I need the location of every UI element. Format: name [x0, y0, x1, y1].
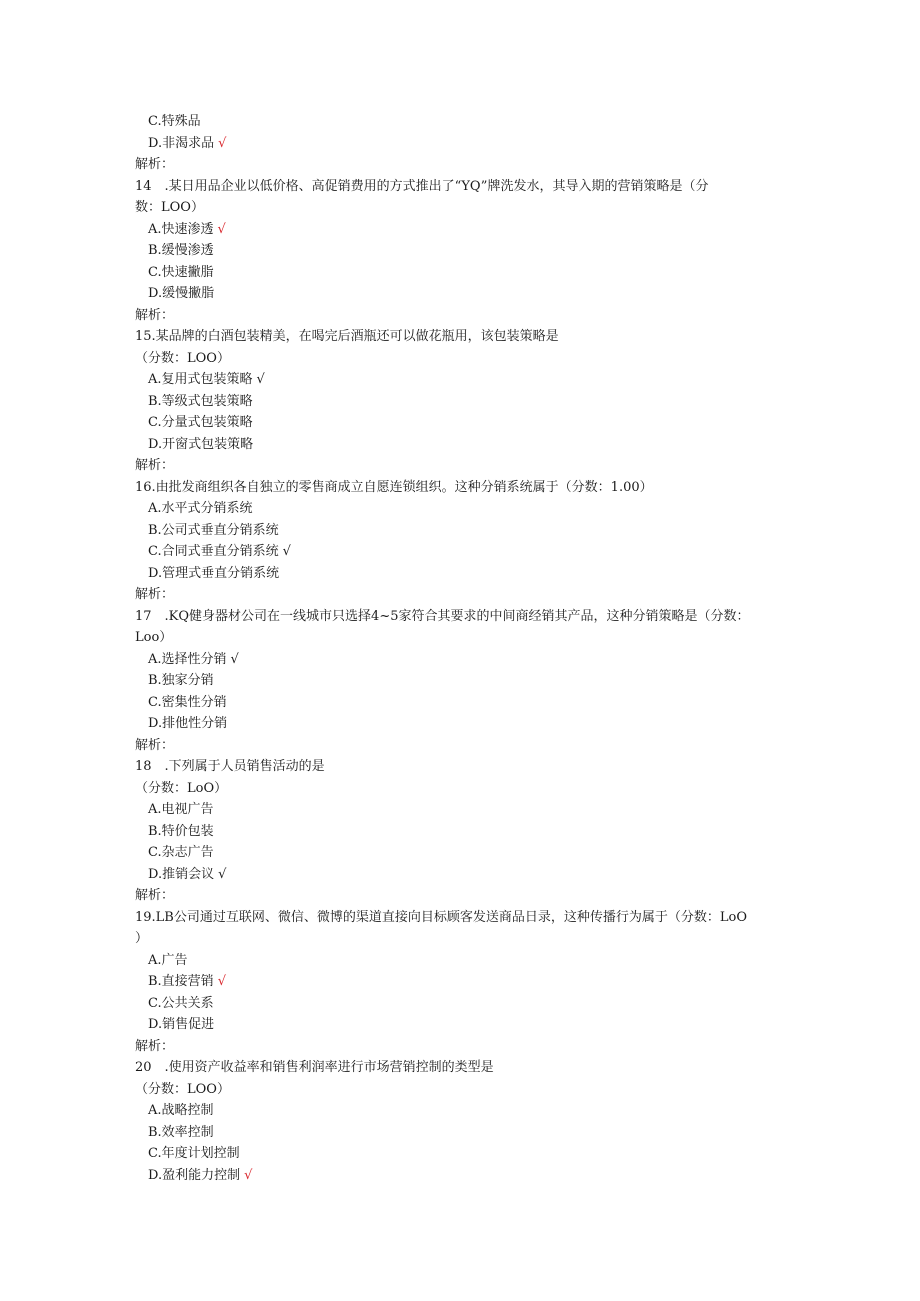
- question-text: [0, 627, 920, 649]
- question-text: [0, 326, 920, 348]
- answer-option: [0, 1014, 920, 1036]
- question-text: [0, 1057, 920, 1079]
- answer-option: [0, 1122, 920, 1144]
- option-text: A.选择性分销: [148, 651, 227, 667]
- analysis-label: [0, 305, 920, 327]
- option-text: B.公司式垂直分销系统: [148, 522, 279, 538]
- question-text: [0, 477, 920, 499]
- answer-option: [0, 713, 920, 735]
- option-text: D.开窗式包装策略: [148, 436, 254, 452]
- option-text: C.公共关系: [148, 995, 214, 1011]
- option-text: D.推销会议: [148, 866, 215, 882]
- checkmark-icon: √: [217, 974, 226, 989]
- question-line: 17 .KQ健身器材公司在一线城市只选择4~5家符合其要求的中间商经销其产品，这种分销策略是（分数：: [135, 608, 750, 624]
- question-line: （分数：LOO）: [135, 350, 230, 366]
- answer-option: [0, 971, 920, 993]
- analysis-label: [0, 154, 920, 176]
- question-line: （分数：LoO）: [135, 780, 228, 796]
- question-text: [0, 756, 920, 778]
- question-line: 16.由批发商组织各自独立的零售商成立自愿连锁组织。这种分销系统属于（分数：1.00）: [135, 479, 653, 495]
- option-text: C.杂志广告: [148, 845, 214, 860]
- answer-option: [0, 1165, 920, 1187]
- answer-option: [0, 842, 920, 864]
- option-text: D.管理式垂直分销系统: [148, 565, 280, 581]
- answer-option: [0, 993, 920, 1015]
- option-text: B.特价包装: [148, 823, 214, 839]
- answer-option: [0, 219, 920, 241]
- option-text: A.复用式包装策略: [148, 372, 253, 387]
- option-text: D.缓慢撇脂: [148, 286, 215, 301]
- question-line: ）: [135, 931, 149, 946]
- question-line: 18 .下列属于人员销售活动的是: [135, 759, 325, 774]
- answer-option: [0, 821, 920, 843]
- question-text: [0, 197, 920, 219]
- checkmark-icon: √: [230, 651, 239, 667]
- answer-option: [0, 283, 920, 305]
- checkmark-icon: √: [282, 544, 291, 559]
- answer-option: [0, 391, 920, 413]
- analysis-text: 解析：: [135, 737, 175, 753]
- question-line: 15.某品牌的白酒包装精美，在喝完后酒瓶还可以做花瓶用，该包装策略是: [135, 329, 559, 344]
- analysis-text: 解析：: [135, 458, 175, 473]
- option-text: A.水平式分销系统: [148, 501, 253, 516]
- option-text: B.缓慢渗透: [148, 243, 214, 258]
- exam-document: [0, 111, 920, 1186]
- answer-option: [0, 133, 920, 155]
- checkmark-icon: √: [218, 866, 227, 882]
- analysis-label: [0, 735, 920, 757]
- answer-option: [0, 498, 920, 520]
- option-text: C.特殊品: [148, 114, 201, 129]
- checkmark-icon: √: [244, 1167, 253, 1183]
- option-text: B.独家分销: [148, 673, 214, 688]
- question-line: Loo）: [135, 630, 173, 645]
- answer-option: [0, 950, 920, 972]
- question-text: [0, 348, 920, 370]
- checkmark-icon: √: [217, 221, 226, 237]
- analysis-label: [0, 885, 920, 907]
- question-text: [0, 928, 920, 950]
- answer-option: [0, 1100, 920, 1122]
- question-line: 14 .某日用品企业以低价格、高促销费用的方式推出了“YQ”牌洗发水，其导入期的营销策略是（分: [135, 178, 709, 194]
- question-text: [0, 778, 920, 800]
- question-text: [0, 907, 920, 929]
- option-text: B.等级式包装策略: [148, 393, 253, 409]
- analysis-text: 解析：: [135, 587, 175, 602]
- analysis-text: 解析：: [135, 1038, 175, 1054]
- option-text: D.销售促进: [148, 1017, 215, 1032]
- analysis-text: 解析：: [135, 157, 175, 172]
- answer-option: [0, 864, 920, 886]
- answer-option: [0, 799, 920, 821]
- option-text: C.密集性分销: [148, 694, 227, 710]
- answer-option: [0, 670, 920, 692]
- checkmark-icon: √: [218, 135, 227, 151]
- analysis-label: [0, 584, 920, 606]
- answer-option: [0, 434, 920, 456]
- question-line: 数：LOO）: [135, 200, 204, 215]
- option-text: C.年度计划控制: [148, 1146, 240, 1161]
- answer-option: [0, 541, 920, 563]
- question-line: （分数：LOO）: [135, 1081, 230, 1097]
- answer-option: [0, 240, 920, 262]
- answer-option: [0, 563, 920, 585]
- answer-option: [0, 520, 920, 542]
- option-text: D.排他性分销: [148, 716, 228, 731]
- checkmark-icon: √: [256, 372, 265, 387]
- option-text: D.盈利能力控制: [148, 1167, 241, 1183]
- question-text: [0, 1079, 920, 1101]
- option-text: D.非渴求品: [148, 135, 215, 151]
- question-text: [0, 606, 920, 628]
- option-text: B.直接营销: [148, 974, 214, 989]
- answer-option: [0, 649, 920, 671]
- option-text: C.合同式垂直分销系统: [148, 544, 279, 559]
- answer-option: [0, 111, 920, 133]
- option-text: A.战略控制: [148, 1103, 214, 1118]
- option-text: B.效率控制: [148, 1124, 214, 1140]
- analysis-label: [0, 1036, 920, 1058]
- option-text: A.电视广告: [148, 802, 214, 817]
- question-line: 19.LB公司通过互联网、微信、微博的渠道直接向目标顾客发送商品日录，这种传播行为属于（分数：LoO: [135, 909, 747, 925]
- answer-option: [0, 369, 920, 391]
- option-text: A.快速渗透: [148, 221, 214, 237]
- question-line: 20 .使用资产收益率和销售利润率进行市场营销控制的类型是: [135, 1060, 494, 1075]
- answer-option: [0, 1143, 920, 1165]
- option-text: C.快速撇脂: [148, 264, 214, 280]
- answer-option: [0, 262, 920, 284]
- option-text: A.广告: [148, 952, 188, 968]
- answer-option: [0, 692, 920, 714]
- answer-option: [0, 412, 920, 434]
- question-text: [0, 176, 920, 198]
- analysis-text: 解析：: [135, 307, 175, 323]
- analysis-text: 解析：: [135, 888, 175, 903]
- option-text: C.分量式包装策略: [148, 415, 253, 430]
- analysis-label: [0, 455, 920, 477]
